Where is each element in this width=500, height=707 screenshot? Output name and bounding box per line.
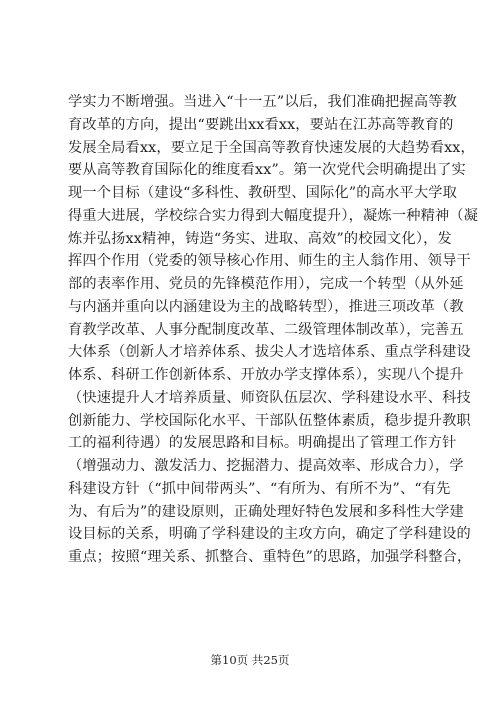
text-line: 挥四个作用（党委的领导核心作用、师生的主人翁作用、领导干 <box>68 253 471 270</box>
text-line: 学实力不断增强。当进入“十一五”以后，我们准确把握高等教 <box>68 94 457 110</box>
text-line: 育改革的方向，提出“要跳出xx看xx，要站在江苏高等教育的 <box>68 116 454 133</box>
text-line: 科建设方针（“抓中间带两头”、“有所为、有所不为”、“有先 <box>68 480 451 497</box>
text-line: 设目标的关系，明确了学科建设的主攻方向，确定了学科建设的 <box>68 526 471 543</box>
text-line: 炼并弘扬xx精神，铸造“务实、进取、高效”的校园文化），发 <box>68 230 452 247</box>
text-line: 部的表率作用、党员的先锋模范作用），完成一个转型（从外延 <box>68 276 464 292</box>
text-line: 要从高等教育国际化的维度看xx”。第一次党代会明确提出了实 <box>68 162 466 179</box>
text-line: 创新能力、学校国际化水平、干部队伍整体素质，稳步提升教职 <box>68 412 471 429</box>
text-line: 体系、科研工作创新体系、开放办学支撑体系），实现八个提升 <box>68 367 464 383</box>
text-line: 大体系（创新人才培养体系、拔尖人才选培体系、重点学科建设 <box>68 344 471 361</box>
text-line: 重点；按照“理关系、抓整合、重特色”的思路，加强学科整合， <box>68 549 472 565</box>
text-line: 育教学改革、人事分配制度改革、二级管理体制改革），完善五 <box>68 321 464 338</box>
text-line: 发展全局看xx，要立足于全国高等教育快速发展的大趋势看xx， <box>68 139 475 156</box>
text-line: 得重大进展，学校综合实力得到大幅度提升），凝炼一种精神（凝 <box>68 207 479 224</box>
text-line: 为、有后为”的建设原则，正确处理好特色发展和多科性大学建 <box>68 503 464 520</box>
text-line: （增强动力、激发活力、挖掘潜力、提高效率、形成合力），学 <box>68 458 464 474</box>
text-line: 现一个目标（建设“多科性、教研型、国际化”的高水平大学取 <box>68 185 457 201</box>
text-line: 工的福利待遇）的发展思路和目标。明确提出了管理工作方针 <box>68 435 457 452</box>
text-line: 与内涵并重向以内涵建设为主的战略转型），推进三项改革（教 <box>68 298 464 315</box>
page-footer: 第10页 共25页 <box>210 653 290 667</box>
text-line: （快速提升人才培养质量、师资队伍层次、学科建设水平、科技 <box>68 389 471 406</box>
body-paragraph <box>68 91 479 569</box>
